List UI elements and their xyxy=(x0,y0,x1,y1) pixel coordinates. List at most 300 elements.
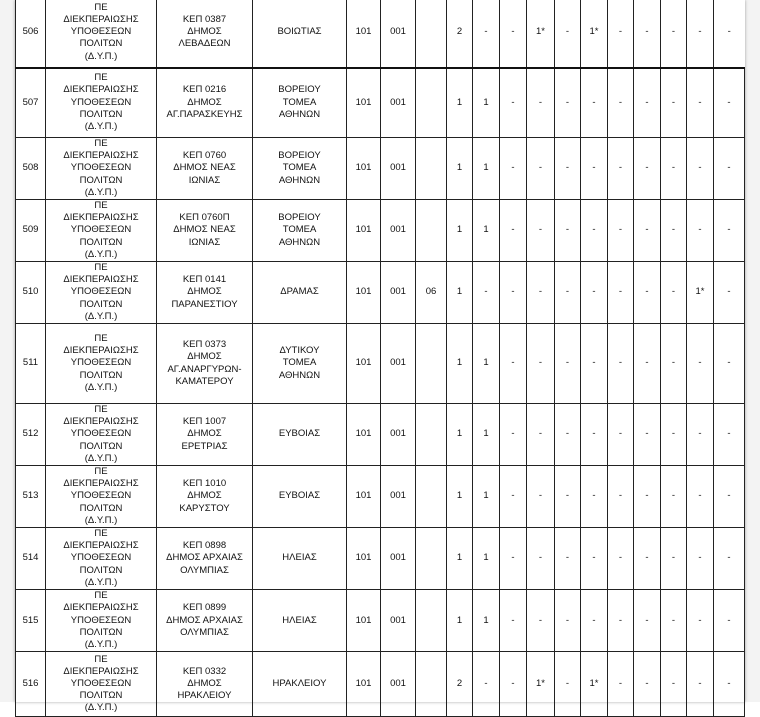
value-cell: - xyxy=(687,68,714,138)
cell-line: ΠΟΛΙΤΩΝ xyxy=(79,626,123,638)
cell-line: ΔΙΕΚΠΕΡΑΙΩΣΗΣ xyxy=(63,345,139,357)
value-cell: - xyxy=(687,200,714,262)
code-cell: 001 xyxy=(381,0,416,68)
value-cell: - xyxy=(634,528,661,590)
value-cell: - xyxy=(634,652,661,717)
cell-line: ΥΠΟΘΕΣΕΩΝ xyxy=(70,490,132,502)
code-cell: 06 xyxy=(416,262,447,324)
value-cell: 1* xyxy=(687,262,714,324)
region-cell xyxy=(253,68,347,138)
code-cell: 101 xyxy=(347,652,381,717)
row-number: 512 xyxy=(16,404,46,466)
category-cell xyxy=(46,0,157,68)
document-page xyxy=(15,0,745,714)
row-number: 511 xyxy=(16,324,46,404)
cell-line: ΔΗΜΟΣ xyxy=(187,490,222,502)
cell-line: (Δ.Υ.Π.) xyxy=(84,514,118,526)
cell-line: ΔΗΜΟΣ xyxy=(187,286,222,298)
region-cell xyxy=(253,528,347,590)
value-cell: - xyxy=(661,590,687,652)
cell-line: ΚΑΜΑΤΕΡΟΥ xyxy=(175,375,234,387)
cell-line: ΠΕ xyxy=(94,262,108,274)
value-cell: - xyxy=(634,590,661,652)
value-cell: - xyxy=(527,528,555,590)
value-cell: - xyxy=(687,138,714,200)
cell-line: (Δ.Υ.Π.) xyxy=(84,310,118,322)
cell-line: ΠΟΛΙΤΩΝ xyxy=(79,108,123,120)
value-cell: - xyxy=(661,68,687,138)
value-cell: - xyxy=(500,528,527,590)
value-cell: - xyxy=(714,528,745,590)
cell-line: ΑΘΗΝΩΝ xyxy=(278,369,321,381)
cell-line: ΔΗΜΟΣ xyxy=(187,351,222,363)
cell-line: ΥΠΟΘΕΣΕΩΝ xyxy=(70,552,132,564)
code-cell xyxy=(416,466,447,528)
cell-line: ΔΥΤΙΚΟΥ xyxy=(279,345,320,357)
kep-cell xyxy=(157,200,253,262)
value-cell: - xyxy=(555,262,581,324)
code-cell: 101 xyxy=(347,590,381,652)
kep-cell xyxy=(157,404,253,466)
value-cell: 1 xyxy=(473,200,500,262)
code-cell: 101 xyxy=(347,324,381,404)
category-cell xyxy=(46,262,157,324)
value-cell: - xyxy=(634,404,661,466)
value-cell: - xyxy=(714,404,745,466)
table-row xyxy=(16,404,745,466)
region-cell xyxy=(253,138,347,200)
value-cell: - xyxy=(608,590,634,652)
cell-line: ΔΡΑΜΑΣ xyxy=(280,286,319,298)
value-cell: 1 xyxy=(473,404,500,466)
value-cell: - xyxy=(714,652,745,717)
kep-cell xyxy=(157,262,253,324)
kep-cell xyxy=(157,138,253,200)
cell-line: ΔΗΜΟΣ ΑΡΧΑΙΑΣ xyxy=(166,552,243,564)
cell-line: ΠΑΡΑΝΕΣΤΙΟΥ xyxy=(171,298,238,310)
cell-line: (Δ.Υ.Π.) xyxy=(84,702,118,714)
region-cell xyxy=(253,652,347,717)
value-cell: - xyxy=(527,262,555,324)
table-row xyxy=(16,68,745,138)
table-row xyxy=(16,262,745,324)
cell-line: ΔΙΕΚΠΕΡΑΙΩΣΗΣ xyxy=(63,212,139,224)
value-cell: 1 xyxy=(447,404,473,466)
table-row xyxy=(16,466,745,528)
value-cell: 1 xyxy=(447,138,473,200)
value-cell: - xyxy=(714,466,745,528)
value-cell: - xyxy=(608,652,634,717)
cell-line: ΕΥΒΟΙΑΣ xyxy=(278,490,321,502)
cell-line: ΟΛΥΜΠΙΑΣ xyxy=(180,626,229,638)
region-cell xyxy=(253,404,347,466)
cell-line: ΠΕ xyxy=(94,653,108,665)
value-cell: 1 xyxy=(447,528,473,590)
cell-line: ΥΠΟΘΕΣΕΩΝ xyxy=(70,614,132,626)
row-number: 515 xyxy=(16,590,46,652)
value-cell: - xyxy=(608,0,634,68)
value-cell: - xyxy=(661,652,687,717)
category-cell xyxy=(46,652,157,717)
value-cell: - xyxy=(608,262,634,324)
value-cell: - xyxy=(473,0,500,68)
value-cell: - xyxy=(473,262,500,324)
cell-line: (Δ.Υ.Π.) xyxy=(84,638,118,650)
code-cell: 001 xyxy=(381,68,416,138)
value-cell: 1* xyxy=(527,0,555,68)
cell-line: ΚΕΠ 1010 xyxy=(182,478,227,490)
category-cell xyxy=(46,466,157,528)
category-cell xyxy=(46,404,157,466)
value-cell: 1 xyxy=(447,590,473,652)
value-cell: - xyxy=(527,68,555,138)
cell-line: ΔΗΜΟΣ xyxy=(187,428,222,440)
value-cell: - xyxy=(714,0,745,68)
code-cell: 001 xyxy=(381,652,416,717)
value-cell: - xyxy=(500,0,527,68)
cell-line: ΔΙΕΚΠΕΡΑΙΩΣΗΣ xyxy=(63,150,139,162)
row-number: 514 xyxy=(16,528,46,590)
value-cell: - xyxy=(581,404,608,466)
value-cell: - xyxy=(634,262,661,324)
value-cell: - xyxy=(661,200,687,262)
value-cell: - xyxy=(555,138,581,200)
code-cell: 001 xyxy=(381,404,416,466)
category-cell xyxy=(46,200,157,262)
cell-line: ΠΕ xyxy=(94,200,108,212)
cell-line: ΚΕΠ 0760 xyxy=(182,150,227,162)
cell-line: ΚΕΠ 0898 xyxy=(182,540,227,552)
value-cell: - xyxy=(714,324,745,404)
value-cell: - xyxy=(634,0,661,68)
value-cell: 1 xyxy=(473,138,500,200)
cell-line: ΔΙΕΚΠΕΡΑΙΩΣΗΣ xyxy=(63,274,139,286)
value-cell: - xyxy=(714,68,745,138)
region-cell xyxy=(253,324,347,404)
cell-line: ΕΥΒΟΙΑΣ xyxy=(278,428,321,440)
cell-line: ΠΕ xyxy=(94,528,108,540)
positions-table xyxy=(15,0,745,717)
value-cell: - xyxy=(608,528,634,590)
cell-line: ΥΠΟΘΕΣΕΩΝ xyxy=(70,678,132,689)
value-cell: - xyxy=(581,590,608,652)
kep-cell xyxy=(157,590,253,652)
value-cell: 2 xyxy=(447,0,473,68)
table-body xyxy=(16,0,745,717)
cell-line: ΠΟΛΙΤΩΝ xyxy=(79,369,123,381)
cell-line: ΚΕΠ 0373 xyxy=(182,339,227,351)
cell-line: ΗΛΕΙΑΣ xyxy=(282,614,317,626)
cell-line: ΠΟΛΙΤΩΝ xyxy=(79,502,123,514)
cell-line: ΒΟΡΕΙΟΥ xyxy=(278,84,321,96)
cell-line: ΠΟΛΙΤΩΝ xyxy=(79,236,123,248)
value-cell: - xyxy=(714,262,745,324)
category-cell xyxy=(46,138,157,200)
value-cell: - xyxy=(500,68,527,138)
value-cell: - xyxy=(555,324,581,404)
value-cell: 1* xyxy=(527,652,555,717)
value-cell: - xyxy=(661,528,687,590)
value-cell: 1 xyxy=(447,68,473,138)
cell-line: ΠΕ xyxy=(94,1,108,13)
cell-line: (Δ.Υ.Π.) xyxy=(84,452,118,464)
code-cell xyxy=(416,590,447,652)
value-cell: - xyxy=(555,590,581,652)
cell-line: ΑΘΗΝΩΝ xyxy=(278,174,321,186)
value-cell: - xyxy=(500,590,527,652)
cell-line: ΔΙΕΚΠΕΡΑΙΩΣΗΣ xyxy=(63,665,139,677)
cell-line: ΥΠΟΘΕΣΕΩΝ xyxy=(70,26,132,38)
kep-cell xyxy=(157,652,253,717)
value-cell: - xyxy=(687,466,714,528)
code-cell: 001 xyxy=(381,138,416,200)
value-cell: - xyxy=(527,138,555,200)
value-cell: - xyxy=(608,68,634,138)
value-cell: - xyxy=(581,324,608,404)
value-cell: - xyxy=(661,0,687,68)
cell-line: ΚΕΠ 0899 xyxy=(182,602,227,614)
cell-line: ΒΟΡΕΙΟΥ xyxy=(278,150,321,162)
code-cell: 001 xyxy=(381,262,416,324)
value-cell: - xyxy=(661,262,687,324)
cell-line: ΔΙΕΚΠΕΡΑΙΩΣΗΣ xyxy=(63,602,139,614)
value-cell: - xyxy=(527,404,555,466)
cell-line: ΒΟΡΕΙΟΥ xyxy=(278,212,321,224)
value-cell: - xyxy=(608,200,634,262)
category-cell xyxy=(46,528,157,590)
table-row xyxy=(16,200,745,262)
value-cell: - xyxy=(608,324,634,404)
cell-line: ΠΟΛΙΤΩΝ xyxy=(79,690,123,702)
code-cell xyxy=(416,0,447,68)
cell-line: ΑΓ.ΑΝΑΡΓΥΡΩΝ- xyxy=(167,363,242,375)
code-cell: 101 xyxy=(347,68,381,138)
cell-line: ΥΠΟΘΕΣΕΩΝ xyxy=(70,286,132,298)
value-cell: - xyxy=(500,652,527,717)
value-cell: - xyxy=(714,590,745,652)
row-number: 509 xyxy=(16,200,46,262)
cell-line: ΠΟΛΙΤΩΝ xyxy=(79,38,123,50)
cell-line: ΔΙΕΚΠΕΡΑΙΩΣΗΣ xyxy=(63,84,139,96)
cell-line: (Δ.Υ.Π.) xyxy=(84,186,118,198)
kep-cell xyxy=(157,528,253,590)
value-cell: 1* xyxy=(581,0,608,68)
code-cell: 001 xyxy=(381,466,416,528)
value-cell: - xyxy=(500,262,527,324)
row-number: 506 xyxy=(16,0,46,68)
cell-line: ΔΙΕΚΠΕΡΑΙΩΣΗΣ xyxy=(63,540,139,552)
value-cell: - xyxy=(527,324,555,404)
cell-line: ΠΕ xyxy=(94,466,108,478)
value-cell: - xyxy=(687,404,714,466)
value-cell: 1 xyxy=(447,466,473,528)
code-cell xyxy=(416,528,447,590)
code-cell: 101 xyxy=(347,262,381,324)
cell-line: ΤΟΜΕΑ xyxy=(282,96,317,108)
cell-line: ΚΕΠ 0387 xyxy=(182,13,227,25)
cell-line: ΔΗΜΟΣ xyxy=(187,96,222,108)
row-number: 510 xyxy=(16,262,46,324)
table-row xyxy=(16,652,745,717)
value-cell: - xyxy=(527,466,555,528)
value-cell: - xyxy=(634,138,661,200)
value-cell: - xyxy=(500,200,527,262)
cell-line: ΔΗΜΟΣ ΑΡΧΑΙΑΣ xyxy=(166,614,243,626)
value-cell: - xyxy=(555,0,581,68)
value-cell: - xyxy=(687,528,714,590)
code-cell xyxy=(416,324,447,404)
cell-line: ΚΕΠ 0216 xyxy=(182,84,227,96)
row-number: 507 xyxy=(16,68,46,138)
code-cell xyxy=(416,138,447,200)
value-cell: - xyxy=(687,652,714,717)
value-cell: - xyxy=(581,200,608,262)
cell-line: ΙΩΝΙΑΣ xyxy=(188,236,221,248)
cell-line: ΠΕ xyxy=(94,72,108,84)
code-cell: 101 xyxy=(347,466,381,528)
cell-line: ΠΟΛΙΤΩΝ xyxy=(79,564,123,576)
value-cell: - xyxy=(661,466,687,528)
value-cell: - xyxy=(581,262,608,324)
value-cell: - xyxy=(687,590,714,652)
cell-line: (Δ.Υ.Π.) xyxy=(84,576,118,588)
value-cell: - xyxy=(581,68,608,138)
cell-line: ΔΙΕΚΠΕΡΑΙΩΣΗΣ xyxy=(63,416,139,428)
code-cell: 001 xyxy=(381,324,416,404)
cell-line: ΔΙΕΚΠΕΡΑΙΩΣΗΣ xyxy=(63,478,139,490)
kep-cell xyxy=(157,68,253,138)
cell-line: ΤΟΜΕΑ xyxy=(282,162,317,174)
cell-line: ΗΛΕΙΑΣ xyxy=(282,552,317,564)
value-cell: 2 xyxy=(447,652,473,717)
value-cell: - xyxy=(634,68,661,138)
cell-line: ΥΠΟΘΕΣΕΩΝ xyxy=(70,428,132,440)
code-cell xyxy=(416,404,447,466)
cell-line: ΚΕΠ 0141 xyxy=(182,274,227,286)
category-cell xyxy=(46,68,157,138)
cell-line: ΠΟΛΙΤΩΝ xyxy=(79,174,123,186)
table-row xyxy=(16,0,745,68)
code-cell: 001 xyxy=(381,590,416,652)
value-cell: 1 xyxy=(447,324,473,404)
code-cell: 101 xyxy=(347,404,381,466)
value-cell: - xyxy=(527,590,555,652)
cell-line: ΑΓ.ΠΑΡΑΣΚΕΥΗΣ xyxy=(166,108,243,120)
row-number: 513 xyxy=(16,466,46,528)
code-cell: 001 xyxy=(381,200,416,262)
code-cell: 101 xyxy=(347,528,381,590)
value-cell: - xyxy=(687,0,714,68)
kep-cell xyxy=(157,324,253,404)
value-cell: 1 xyxy=(473,528,500,590)
value-cell: - xyxy=(608,466,634,528)
code-cell xyxy=(416,652,447,717)
cell-line: (Δ.Υ.Π.) xyxy=(84,121,118,133)
table-row xyxy=(16,528,745,590)
value-cell: - xyxy=(555,652,581,717)
cell-line: ΥΠΟΘΕΣΕΩΝ xyxy=(70,162,132,174)
cell-line: ΠΟΛΙΤΩΝ xyxy=(79,298,123,310)
category-cell xyxy=(46,324,157,404)
value-cell: 1 xyxy=(447,200,473,262)
category-cell xyxy=(46,590,157,652)
cell-line: ΟΛΥΜΠΙΑΣ xyxy=(180,564,229,576)
cell-line: ΒΟΙΩΤΙΑΣ xyxy=(277,26,322,38)
value-cell: 1 xyxy=(473,68,500,138)
value-cell: - xyxy=(661,138,687,200)
value-cell: 1 xyxy=(447,262,473,324)
code-cell xyxy=(416,200,447,262)
cell-line: ΗΡΑΚΛΕΙΟΥ xyxy=(272,678,327,689)
value-cell: - xyxy=(555,466,581,528)
code-cell: 001 xyxy=(381,528,416,590)
value-cell: - xyxy=(714,200,745,262)
cell-line: ΠΕ xyxy=(94,404,108,416)
value-cell: - xyxy=(608,404,634,466)
cell-line: ΚΕΠ 1007 xyxy=(182,416,227,428)
kep-cell xyxy=(157,0,253,68)
table-row xyxy=(16,138,745,200)
region-cell xyxy=(253,590,347,652)
cell-line: ΕΡΕΤΡΙΑΣ xyxy=(181,440,228,452)
value-cell: - xyxy=(555,200,581,262)
value-cell: - xyxy=(527,200,555,262)
cell-line: (Δ.Υ.Π.) xyxy=(84,381,118,393)
cell-line: ΚΕΠ 0332 xyxy=(182,665,227,677)
code-cell: 101 xyxy=(347,0,381,68)
cell-line: ΠΟΛΙΤΩΝ xyxy=(79,440,123,452)
value-cell: - xyxy=(555,68,581,138)
cell-line: ΥΠΟΘΕΣΕΩΝ xyxy=(70,96,132,108)
value-cell: - xyxy=(634,200,661,262)
region-cell xyxy=(253,200,347,262)
cell-line: ΔΗΜΟΣ xyxy=(187,26,222,38)
cell-line: ΔΗΜΟΣ ΝΕΑΣ xyxy=(173,224,236,236)
region-cell xyxy=(253,466,347,528)
value-cell: 1 xyxy=(473,466,500,528)
table-row xyxy=(16,590,745,652)
cell-line: ΥΠΟΘΕΣΕΩΝ xyxy=(70,224,132,236)
cell-line: ΠΕ xyxy=(94,138,108,149)
value-cell: - xyxy=(661,324,687,404)
cell-line: ΠΕ xyxy=(94,590,108,602)
code-cell: 101 xyxy=(347,138,381,200)
value-cell: 1* xyxy=(581,652,608,717)
cell-line: (Δ.Υ.Π.) xyxy=(84,248,118,260)
value-cell: - xyxy=(500,138,527,200)
cell-line: ΤΟΜΕΑ xyxy=(282,224,317,236)
value-cell: 1 xyxy=(473,324,500,404)
cell-line: ΔΙΕΚΠΕΡΑΙΩΣΗΣ xyxy=(63,13,139,25)
cell-line: ΙΩΝΙΑΣ xyxy=(188,174,221,186)
cell-line: (Δ.Υ.Π.) xyxy=(84,50,118,62)
value-cell: - xyxy=(634,324,661,404)
region-cell xyxy=(253,0,347,68)
cell-line: ΔΗΜΟΣ ΝΕΑΣ xyxy=(173,162,236,174)
cell-line: ΔΗΜΟΣ xyxy=(187,678,222,689)
value-cell: - xyxy=(500,466,527,528)
kep-cell xyxy=(157,466,253,528)
value-cell: - xyxy=(581,466,608,528)
code-cell: 101 xyxy=(347,200,381,262)
region-cell xyxy=(253,262,347,324)
value-cell: - xyxy=(555,404,581,466)
cell-line: ΗΡΑΚΛΕΙΟΥ xyxy=(177,690,232,702)
row-number: 508 xyxy=(16,138,46,200)
row-number: 516 xyxy=(16,652,46,717)
value-cell: - xyxy=(500,324,527,404)
cell-line: ΚΕΠ 0760Π xyxy=(179,212,230,224)
